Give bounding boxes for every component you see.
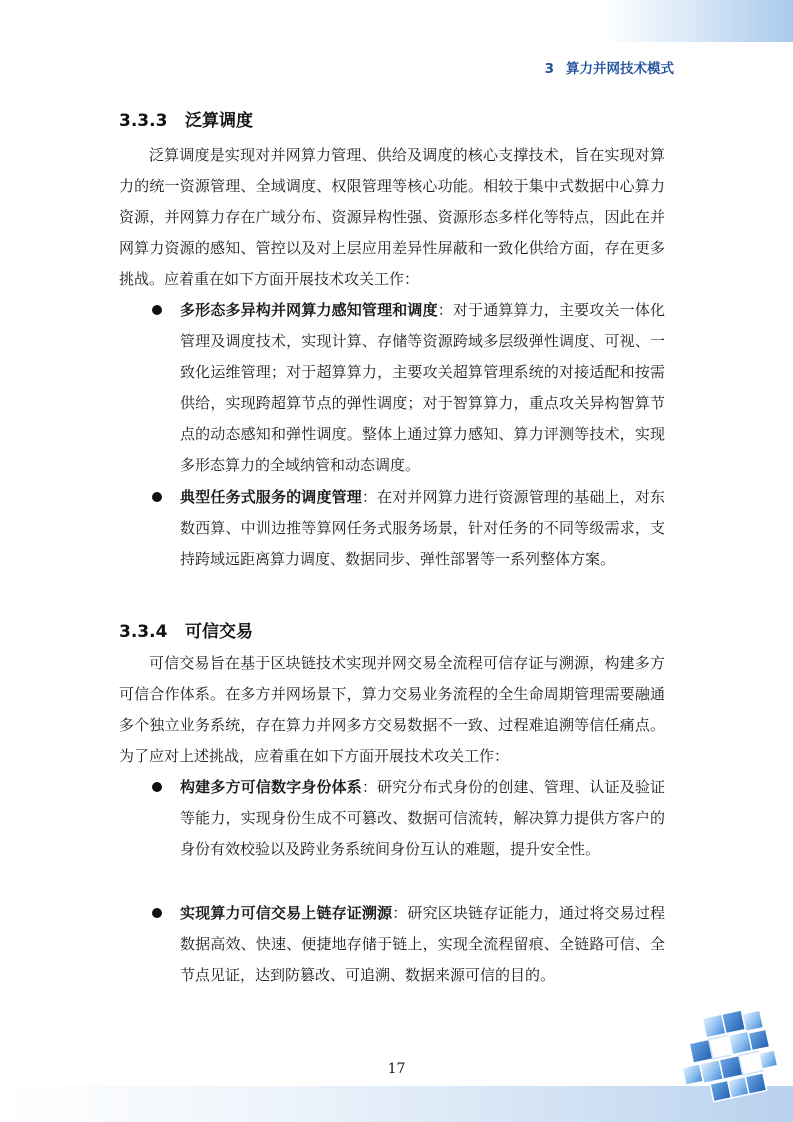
section-number: 3.3.3 bbox=[119, 111, 168, 131]
section-333-intro: 泛算调度是实现对并网算力管理、供给及调度的核心支撑技术，旨在实现对算力的统一资源管理、全域调度、权限管理等核心功能。相较于集中式数据中心算力资源，并网算力存在广域分布、资源异构性强、资源形态多样化等特点，因此在并网算力资源的感知、管控以及对上层应用差异性屏蔽和一致化供给方面，存在更多挑战。应着重在如下方面开展技术攻关工作： bbox=[119, 146, 665, 288]
bullet-item bbox=[180, 482, 665, 575]
bullet-lead: 构建多方可信数字身份体系 bbox=[180, 778, 362, 796]
bullet-dot-icon bbox=[152, 305, 162, 315]
section-heading-333 bbox=[119, 106, 253, 131]
bullet-text: ：研究分布式身份的创建、管理、认证及验证等能力，实现身份生成不可篡改、数据可信流转，解决算力提供方客户的身份有效校验以及跨业务系统间身份互认的难题，提升安全性。 bbox=[180, 778, 665, 858]
chapter-header bbox=[545, 57, 674, 77]
bullet-dot-icon bbox=[152, 908, 162, 918]
bullet-lead: 多形态多异构并网算力感知管理和调度 bbox=[180, 301, 438, 319]
section-title: 泛算调度 bbox=[185, 111, 253, 131]
chapter-number: 3 bbox=[544, 61, 554, 77]
section-title: 可信交易 bbox=[185, 622, 253, 642]
bullet-text: ：在对并网算力进行资源管理的基础上，对东数西算、中训边推等算网任务式服务场景，针对任务的不同等级需求，支持跨域远距离算力调度、数据同步、弹性部署等一系列整体方案。 bbox=[180, 488, 665, 568]
bullet-lead: 典型任务式服务的调度管理 bbox=[180, 488, 362, 506]
bullet-item bbox=[180, 295, 665, 481]
section-number: 3.3.4 bbox=[119, 622, 168, 642]
section-heading-334 bbox=[119, 617, 253, 642]
page-number: 17 bbox=[387, 1061, 406, 1077]
bullet-text: ：研究区块链存证能力，通过将交易过程数据高效、快速、便捷地存储于链上，实现全流程留痕、全链路可信、全节点见证，达到防篡改、可追溯、数据来源可信的目的。 bbox=[180, 904, 665, 984]
bullet-text: ：对于通算算力，主要攻关一体化管理及调度技术，实现计算、存储等资源跨域多层级弹性调度、可视、一致化运维管理；对于超算算力，主要攻关超算管理系统的对接适配和按需供给，实现跨超算节点的弹性调度；对于智算算力，重点攻关异构智算节点的动态感知和弹性调度。整体上通过算力感知、算力评测等技术，实现多形态算力的全域纳管和动态调度。 bbox=[180, 301, 665, 474]
bullet-item bbox=[180, 772, 665, 865]
top-header-band bbox=[603, 0, 793, 42]
chapter-title: 算力并网技术模式 bbox=[566, 61, 674, 77]
bullet-item bbox=[180, 898, 665, 991]
bullet-dot-icon bbox=[152, 492, 162, 502]
blue-cube-stack-icon bbox=[671, 1008, 783, 1108]
bullet-dot-icon bbox=[152, 782, 162, 792]
section-334-intro: 可信交易旨在基于区块链技术实现并网交易全流程可信存证与溯源，构建多方可信合作体系。在多方并网场景下，算力交易业务流程的全生命周期管理需要融通多个独立业务系统，存在算力并网多方交易数据不一致、过程难追溯等信任痛点。为了应对上述挑战，应着重在如下方面开展技术攻关工作： bbox=[119, 654, 665, 765]
bullet-lead: 实现算力可信交易上链存证溯源 bbox=[180, 904, 393, 922]
